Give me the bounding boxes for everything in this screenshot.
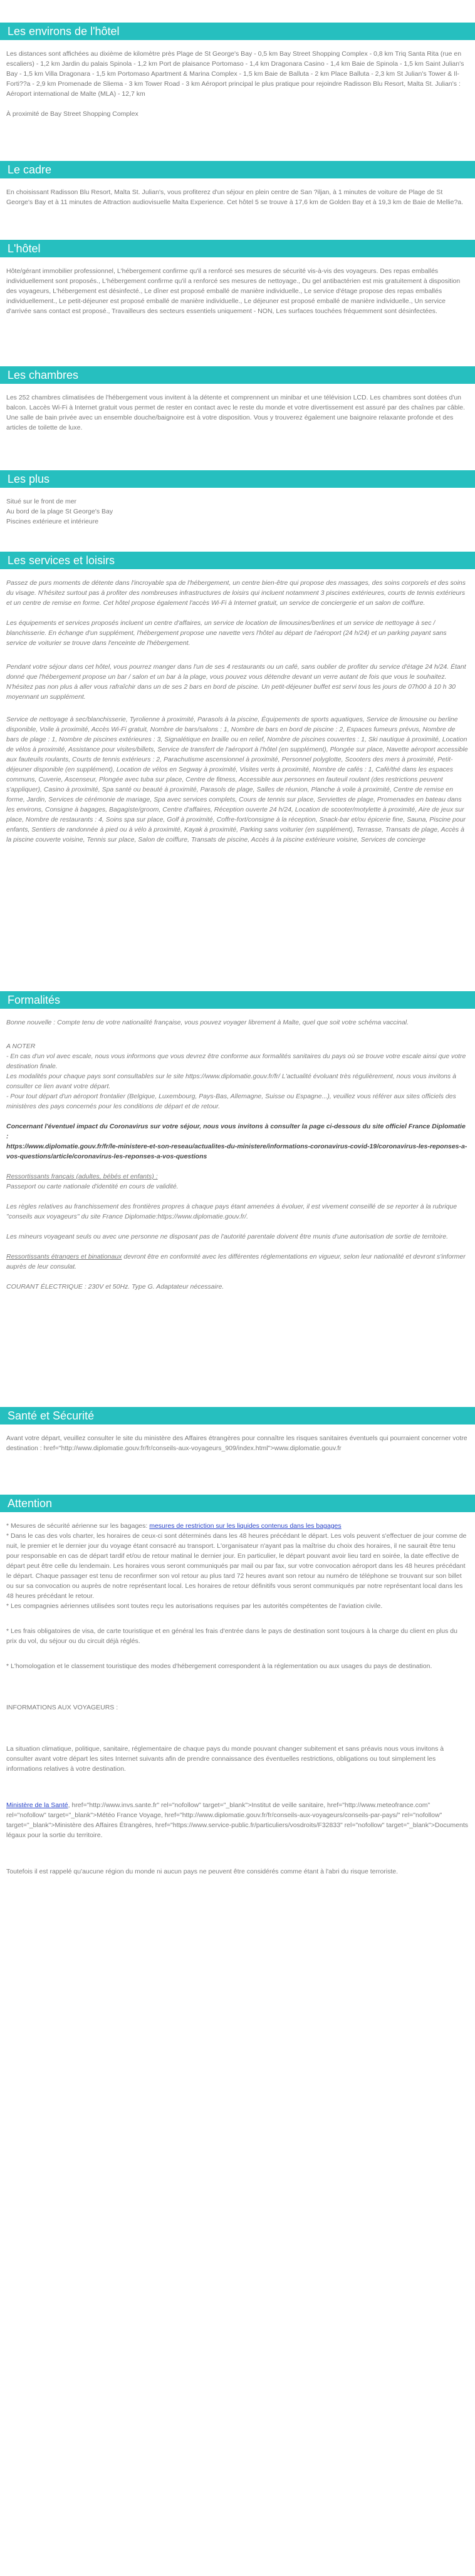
sante-text: Avant votre départ, veuillez consulter le site du ministère des Affaires étrangères pour connaître les risques sanitaires éventuels qui pourraient concerner votre destination : href="http://www.diplomatie.gouv.fr/fr/conseils-aux-voyageurs_909/index.html">www.diplomatie.gouv.fr (6, 1435, 467, 1452)
services-equipements: Les équipements et services proposés incluent un centre d'affaires, un service de location de limousines/berlines et un service de nettoyage à sec / blanchisserie. En échange d'un supplément, l'hébergement propose une navette vers l'hôtel au départ de l'aéroport (24 h/24) et un parking payant sans service de voiturier se trouve dans l'enceinte de l'hébergement. (6, 619, 447, 647)
homologation: * L'homologation et le classement touristique des modes d'hébergement correspondent à la réglementation ou aux usages du pays de destination. (6, 1662, 432, 1670)
formalites-intro: Bonne nouvelle : Compte tenu de votre nationalité française, vous pouvez voyager librement à Malte, quel que soit votre schéma vaccinal. (6, 1019, 409, 1026)
section-title: Formalités (0, 991, 475, 1009)
covid-notice-text: Concernant l'éventuel impact du Coronavirus sur votre séjour, nous vous invitons à consulter la page ci-dessous du site officiel France Diplomatie : (6, 1123, 466, 1140)
section-cadre (0, 161, 475, 207)
anoter-line: Les modalités pour chaque pays sont consultables sur le site https://www.diplomatie.gouv.fr/fr/ L'actualité évoluant très régulièrement, nous vous invitons à consulter ce lien avant votre départ. (6, 1073, 456, 1090)
etrangers-notice (6, 1252, 469, 1272)
section-environs (0, 23, 475, 119)
section-title: Les services et loisirs (0, 552, 475, 569)
sites-officiels-text: , href="http://www.invs.sante.fr" rel="nofollow" target="_blank">Institut de veille sanitaire, href="http://www.meteofrance.com" rel="nofollow" target="_blank">Météo France Voyage, href="http://www.diplomatie.gouv.fr/fr/conseils-aux-voyageurs/conseils-par-pays/" rel="nofollow" target="_blank">Ministère des Affaires Étrangères, href="https://www.service-public.fr/particuliers/vosdroits/F32833" rel="nofollow" target="_blank">Documents légaux pour la sortie du territoire. (6, 1801, 468, 1839)
vols-charter: * Dans le cas des vols charter, les horaires de ceux-ci sont déterminés dans les 48 heures précédant le départ. Les vols peuvent s'effectuer de jour comme de nuit, le premier et le dernier jour du voyage étant consacré au transport. L'organisateur n'ayant pas la maîtrise du choix des horaires, il ne saurait être tenu pour responsable en cas de départ tardif et/ou de retour matinal le dernier jour. En particulier, le départ pouvant avoir lieu tard en soirée, la date effective de départ peut être celle du lendemain. Les horaires vous seront communiqués par mail ou par fax, sur votre convocation aéroport dans les 48 heures précédant le départ. Chaque passager est tenu de reconfirmer son vol retour au plus tard 72 heures avant son retour au numéro de téléphone se trouvant sur son billet ou sur sa convocation ou auprès de notre représentant local. Les horaires de retour définitifs vous seront communiqués par notre représentant local dans les 48 heures précédant le retour. (6, 1532, 467, 1600)
section-title: Les environs de l'hôtel (0, 23, 475, 40)
services-spa: Passez de purs moments de détente dans l'incroyable spa de l'hébergement, un centre bien-être qui propose des massages, des soins corporels et des soins du visage. N'hésitez surtout pas à profiter des nombreuses infrastructures de loisirs qui incluent notamment 3 piscines extérieures, courts de tennis extérieurs et un centre de remise en forme. Cet hôtel propose également l'accès Wi-Fi à Internet gratuit, un service de conciergerie et un salon de coiffure. (6, 579, 466, 607)
section-plus (0, 470, 475, 527)
services-liste: Service de nettoyage à sec/blanchisserie, Tyrolienne à proximité, Parasols à la piscine, Équipements de sports aquatiques, Service de limousine ou berline disponible, Voile à proximité, Accès Wi-Fi gratuit, Nombre de bars/salons : 1, Nombre de bars en bord de piscine : 2, Espaces fumeurs prévus, Nombre de bars de plage : 1, Nombre de piscines extérieures : 3, Signalétique en braille ou en relief, Nombre de piscines couvertes : 1, Ski nautique à proximité, Location de vélos à proximité, Assistance pour visites/billets, Service de transfert de l'aéroport à l'hôtel (en supplément), Plongée sur place, Navette aéroport accessible aux fauteuils roulants, Courts de tennis extérieurs : 2, Parachutisme ascensionnel à proximité, Personnel polyglotte, Scooters des mers à proximité, Petit-déjeuner disponible (en supplément), Location de vélos en Segway à proximité, Visites verts à proximité, Nombre de cafés : 1, Café/thé dans les espaces communs, Cuverie, Ascenseur, Plongée avec tuba sur place, Centre de fitness, Accessible aux personnes en fauteuil roulant (des restrictions peuvent s'appliquer), Casino à proximité, Spa santé ou beauté à proximité, Parasols de plage, Salles de réunion, Planche à voile à proximité, Centre de remise en forme, Jardin, Services de cérémonie de mariage, Spa avec services complets, Cours de tennis sur place, Serviettes de plage, Promenades en bateau dans les environs, Consigne à bagages, Bagagiste/groom, Centre d'affaires, Réception ouverte 24 h/24, Location de scooter/motylette à proximité, Aire de jeux sur place, Nombre de restaurants : 4, Soins spa sur place, Golf à proximité, Coffre-fort/consigne à la réception, Snack-bar et/ou épicerie fine, Sauna, Piscine pour enfants, Sentiers de randonnée à pied ou à vélo à proximité, Kayak à proximité, Parking sans voiturier (en supplément), Terrasse, Transats de plage, Accès à la piscine couverte voisine, Tennis sur place, Salon de coiffure, Transats de piscine, Accès à la piscine extérieure voisine, Services de concierge (6, 716, 468, 843)
services-restauration: Pendant votre séjour dans cet hôtel, vous pourrez manger dans l'un de ses 4 restaurants ou un café, sans oublier de profiter du service d'étage 24 h/24. Étant donné que l'hébergement propose un bar / salon et un bar à la plage, vous pouvez vous détendre devant un verre autant de fois que vous le souhaitez. N'hésitez pas non plus à aller vous rafraîchir dans un de ses 2 bars en bord de piscine. Un petit-déjeuner buffet est servi tous les jours de 07h00 à 10 h 30 moyennant un supplément. (6, 663, 466, 701)
plus-item: Piscines extérieure et intérieure (6, 518, 99, 525)
section-services (0, 552, 475, 845)
sites-officiels (6, 1800, 469, 1840)
section-chambres (0, 366, 475, 433)
compagnies-aeriennes: * Les compagnies aériennes utilisées sont toutes reçu les autorisations requises par les autorités compétentes de l'aviation civile. (6, 1602, 383, 1610)
section-formalites (0, 991, 475, 1292)
environs-distances: Les distances sont affichées au dixième de kilomètre près Plage de St George's Bay - 0,5 km Bay Street Shopping Complex - 0,8 km Triq Santa Rita (rue en escaliers) - 1,2 km Jardin du palais Spinola - 1,2 km Port de plaisance Portomaso - 1,4 km Dragonara Casino - 1,4 km Baie de Spinola - 1,5 km Saint Julian's Bay - 1,5 km Villa Dragonara - 1,5 km Portomaso Apartment & Marina Complex - 1,5 km Baie de Balluta - 2 km Place Balluta - 2,3 km St Julian's Tower & Il-Forti??a - 2,9 km Promenade de Sliema - 3 km Tower Road - 3 km Aéroport principal le plus pratique pour rejoindre Radisson Blu Resort, Malta St. Julian's : Aéroport international de Malte (MLA) - 12,7 km (6, 50, 464, 98)
courant-electrique: COURANT ÉLECTRIQUE : 230V et 50Hz. Type G. Adaptateur nécessaire. (6, 1283, 224, 1291)
situation-text: La situation climatique, politique, sanitaire, réglementaire de chaque pays du monde pouvant changer subitement et sans préavis nous vous invitons à consulter avant votre départ les sites Internet suivants afin de prendre connaissance des éventuelles restrictions, obligations ou tout simplement les informations relatives à votre destination. (6, 1745, 444, 1773)
infos-voyageurs-label: INFORMATIONS AUX VOYAGEURS : (6, 1704, 118, 1711)
section-title: L'hôtel (0, 240, 475, 257)
etrangers-label: Ressortissants étrangers et binationaux (6, 1253, 122, 1260)
hotel-text: Hôte/gérant immobilier professionnel, L'hébergement confirme qu'il a renforcé ses mesures de sécurité vis-à-vis des voyageurs. Des repas emballés individuellement sont proposés., L'hébergement confirme qu'il a renforcé ses mesures de nettoyage., Du gel antibactérien est mis gratuitement à disposition des voyageurs, L'hébergement est désinfecté., Le dîner est proposé emballé de manière individuelle., Le service d'étage propose des repas emballés individuellement., Le petit-déjeuner est proposé emballé de manière individuelle., Le déjeuner est proposé emballé de manière individuelle., Un service d'arrivée sans contact est proposé., Travailleurs des secteurs essentiels uniquement - NON, Les surfaces touchées fréquemment sont désinfectées. (6, 267, 461, 315)
ministere-sante-link[interactable]: Ministère de la Santé (6, 1801, 68, 1809)
anoter-label: A NOTER (6, 1043, 36, 1050)
section-sante (0, 1407, 475, 1453)
ressortissants-fr (6, 1172, 469, 1192)
mineurs-notice: Les mineurs voyageant seuls ou avec une personne ne disposant pas de l'autorité parentale doivent être munis d'une autorisation de sortie de territoire. (6, 1233, 449, 1240)
section-title: Le cadre (0, 161, 475, 178)
covid-link[interactable]: https://www.diplomatie.gouv.fr/fr/le-ministere-et-son-reseau/actualites-du-ministere/informations-coronavirus-covid-19/coronavirus-les-reponses-a-vos-questions/article/coronavirus-les-reponses-a-vos-questions (6, 1143, 467, 1160)
risque-terroriste: Toutefois il est rappelé qu'aucune région du monde ni aucun pays ne peuvent être considérés comme étant à l'abri du risque terroriste. (6, 1868, 399, 1875)
environs-proximity: À proximité de Bay Street Shopping Complex (6, 110, 138, 118)
regles-frontieres: Les règles relatives au franchissement des frontières propres à chaque pays étant amenées à évoluer, il est vivement conseillé de se reporter à la rubrique "conseils aux voyageurs" du site France Diplomatie:https://www.diplomatie.gouv.fr/. (6, 1203, 457, 1220)
cadre-text: En choisissant Radisson Blu Resort, Malta St. Julian's, vous profiterez d'un séjour en plein centre de San ?iljan, à 1 minutes de voiture de Plage de St George's Bay et à 11 minutes de Attraction audiovisuelle Malta Experience. Cet hôtel 5 se trouve à 17,6 km de Golden Bay et à 19,3 km de Baie de Mellie?a. (6, 188, 464, 206)
section-hotel (0, 240, 475, 316)
plus-item: Au bord de la plage St George's Bay (6, 508, 113, 515)
anoter-line: - En cas d'un vol avec escale, nous vous informons que vous devrez être conforme aux formalités sanitaires du pays où se trouve votre escale ainsi que votre destination finale. (6, 1053, 466, 1070)
section-title: Les plus (0, 470, 475, 488)
mesures-prefix: * Mesures de sécurité aérienne sur les bagages: (6, 1522, 150, 1530)
chambres-text: Les 252 chambres climatisées de l'hébergement vous invitent à la détente et comprennent un minibar et une télévision LCD. Les chambres sont dotées d'un balcon. Laccès Wi-Fi à Internet gratuit vous permet de rester en contact avec le reste du monde et votre divertissement est assuré par des chaînes par câble. Une salle de bain privée avec un ensemble douche/baignoire est à votre disposition. Vous y trouverez également une baignoire relaxante profonde et des articles de toilette de luxe. (6, 394, 465, 431)
section-title: Santé et Sécurité (0, 1407, 475, 1425)
frais-obligatoires: * Les frais obligatoires de visa, de carte touristique et en général les frais d'entrée dans le pays de destination sont toujours à la charge du client en plus du prix du vol, du séjour ou du circuit déjà réglés. (6, 1627, 457, 1645)
mesures-link[interactable]: mesures de restriction sur les liquides contenus dans les bagages (149, 1522, 342, 1530)
anoter-line: - Pour tout départ d'un aéroport frontalier (Belgique, Luxembourg, Pays-Bas, Allemagne, Suisse ou Espagne...), veuillez vous référer aux sites officiels des ministères des pays concernés pour les conditions de départ et de retour. (6, 1093, 456, 1110)
plus-item: Situé sur le front de mer (6, 498, 77, 505)
covid-notice (6, 1121, 469, 1162)
section-title: Les chambres (0, 366, 475, 384)
ressortissants-fr-text: Passeport ou carte nationale d'identité en cours de validité. (6, 1183, 179, 1190)
mesures-securite (6, 1521, 469, 1531)
section-attention (0, 1495, 475, 1877)
etrangers-text: devront être en conformité avec les différentes réglementations en vigueur, selon leur nationalité et devront s'informer auprès de leur consulat. (6, 1253, 466, 1270)
section-title: Attention (0, 1495, 475, 1512)
ressortissants-fr-label: Ressortissants français (adultes, bébés et enfants) : (6, 1173, 158, 1180)
